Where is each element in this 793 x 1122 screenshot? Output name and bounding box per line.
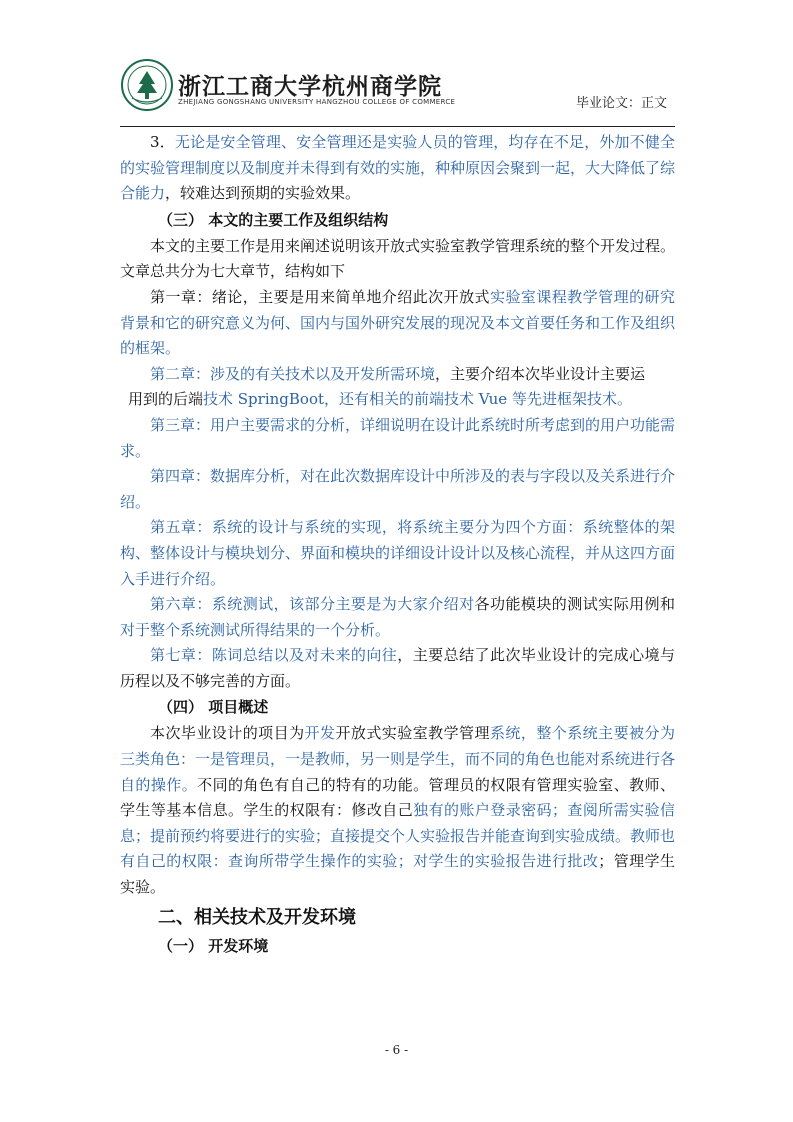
header-rule — [120, 126, 675, 127]
logo-english-name: ZHEJIANG GONGSHANG UNIVERSITY HANGZHOU COLLEGE OF COMMERCE — [178, 98, 456, 106]
text-span: 用到的后端 — [128, 390, 204, 409]
text-span: ，主要介绍本次毕业设计主要运 — [435, 364, 646, 383]
text-span: 独有的账户登录密码；查阅所需实验信息；提前预约将要进行的实验；直接提交个人实验报告并能查询到实验成绩。教师也有自己的权限：查询所带学生操作的实验；对学生的实验报告进行批改 — [120, 801, 676, 871]
text-span: 第二章：涉及的有关技术以及开发所需环境 — [150, 364, 436, 383]
paragraph-chapter-4: 第四章：数据库分析，对在此次数据库设计中所涉及的表与字段以及关系进行介绍。 — [120, 467, 676, 511]
text-span: 各功能模块的测试实际用例和 — [474, 595, 675, 614]
text-span: 对于整个系统测试所得结果的一个分析。 — [120, 620, 391, 639]
header-label: 毕业论文：正文 — [575, 96, 667, 111]
university-seal-icon — [120, 58, 174, 112]
chapter-heading-2: 二、相关技术及开发环境 — [158, 906, 356, 928]
document-body — [120, 130, 675, 960]
paragraph-project-overview — [120, 721, 675, 900]
paragraph-chapter-3: 第三章：用户主要需求的分析，详细说明在设计此系统时所考虑到的用户功能需求。 — [120, 415, 676, 460]
paragraph-chapter-6 — [120, 592, 675, 643]
paragraph-chapter-1 — [120, 285, 675, 362]
text-span: ，主要总结了此次毕业设计的完成心境与历程以及不够完善的方面。 — [120, 646, 675, 690]
university-logo — [120, 58, 456, 118]
text-span: ，较难达到预期的实验效果。 — [165, 184, 361, 203]
text-span: 本次毕业设计的项目为 — [150, 724, 305, 743]
text-span: 开放式实验室教学管理 — [335, 724, 490, 743]
page-number: - 6 - — [384, 1043, 409, 1057]
text-span: 开发 — [304, 724, 336, 743]
text-line — [120, 387, 675, 413]
text-span: 无论是安全管理、安全管理还是实验人员的管理，均存在不足，外加不健全的实验管理制度以及制度并未得到有效的实施，种种原因会聚到一起，大大降低了综合能力 — [120, 133, 676, 203]
paragraph-chapter-5: 第五章：系统的设计与系统的实现，将系统主要分为四个方面：系统整体的架构、整体设计与模块划分、界面和模块的详细设计设计以及核心流程，并从这四方面入手进行介绍。 — [120, 518, 676, 588]
paragraph-point-3 — [120, 130, 675, 207]
text-span: 第六章：系统测试，该部分主要是为大家介绍对 — [150, 595, 475, 614]
paragraph-chapter-2 — [120, 362, 675, 413]
section-heading-dev-env: （一） 开发环境 — [158, 936, 269, 955]
paragraph-chapter-7 — [120, 643, 675, 694]
text-span: 系统，整个系统主要被分为三类角色：一是管理员，一是教师，另一则是学生，而不同的角色也能对系统进行各自的操作。 — [120, 724, 676, 794]
list-number: 3． — [150, 133, 175, 151]
text-span: 技术 SpringBoot，还有相关的前端技术 Vue 等先进框架技术。 — [203, 390, 632, 409]
text-span: 实验室课程教学管理的研究背景和它的研究意义为何、国内与国外研究发展的现况及本文首要任务和工作及组织的框架。 — [120, 287, 676, 358]
section-heading-4: （四） 项目概述 — [158, 698, 269, 717]
text-span: ；管理学生实验。 — [120, 852, 675, 897]
text-span: 不同的角色有自己的特有的功能。管理员的权限有管理实验室、教师、学生等基本信息。学生的权限有：修改自己 — [120, 775, 675, 820]
paragraph-main-work: 本文的主要工作是用来阐述说明该开放式实验室教学管理系统的整个开发过程。文章总共分为七大章节，结构如下 — [120, 236, 676, 281]
logo-chinese-name: 浙江工商大学杭州商学院 — [178, 73, 442, 100]
page-header — [120, 50, 675, 126]
section-heading-3: （三） 本文的主要工作及组织结构 — [158, 210, 389, 229]
text-span: 第一章：绪论，主要是用来简单地介绍此次开放式 — [150, 287, 490, 306]
text-span: 第七章：陈词总结以及对未来的向往 — [150, 646, 398, 665]
